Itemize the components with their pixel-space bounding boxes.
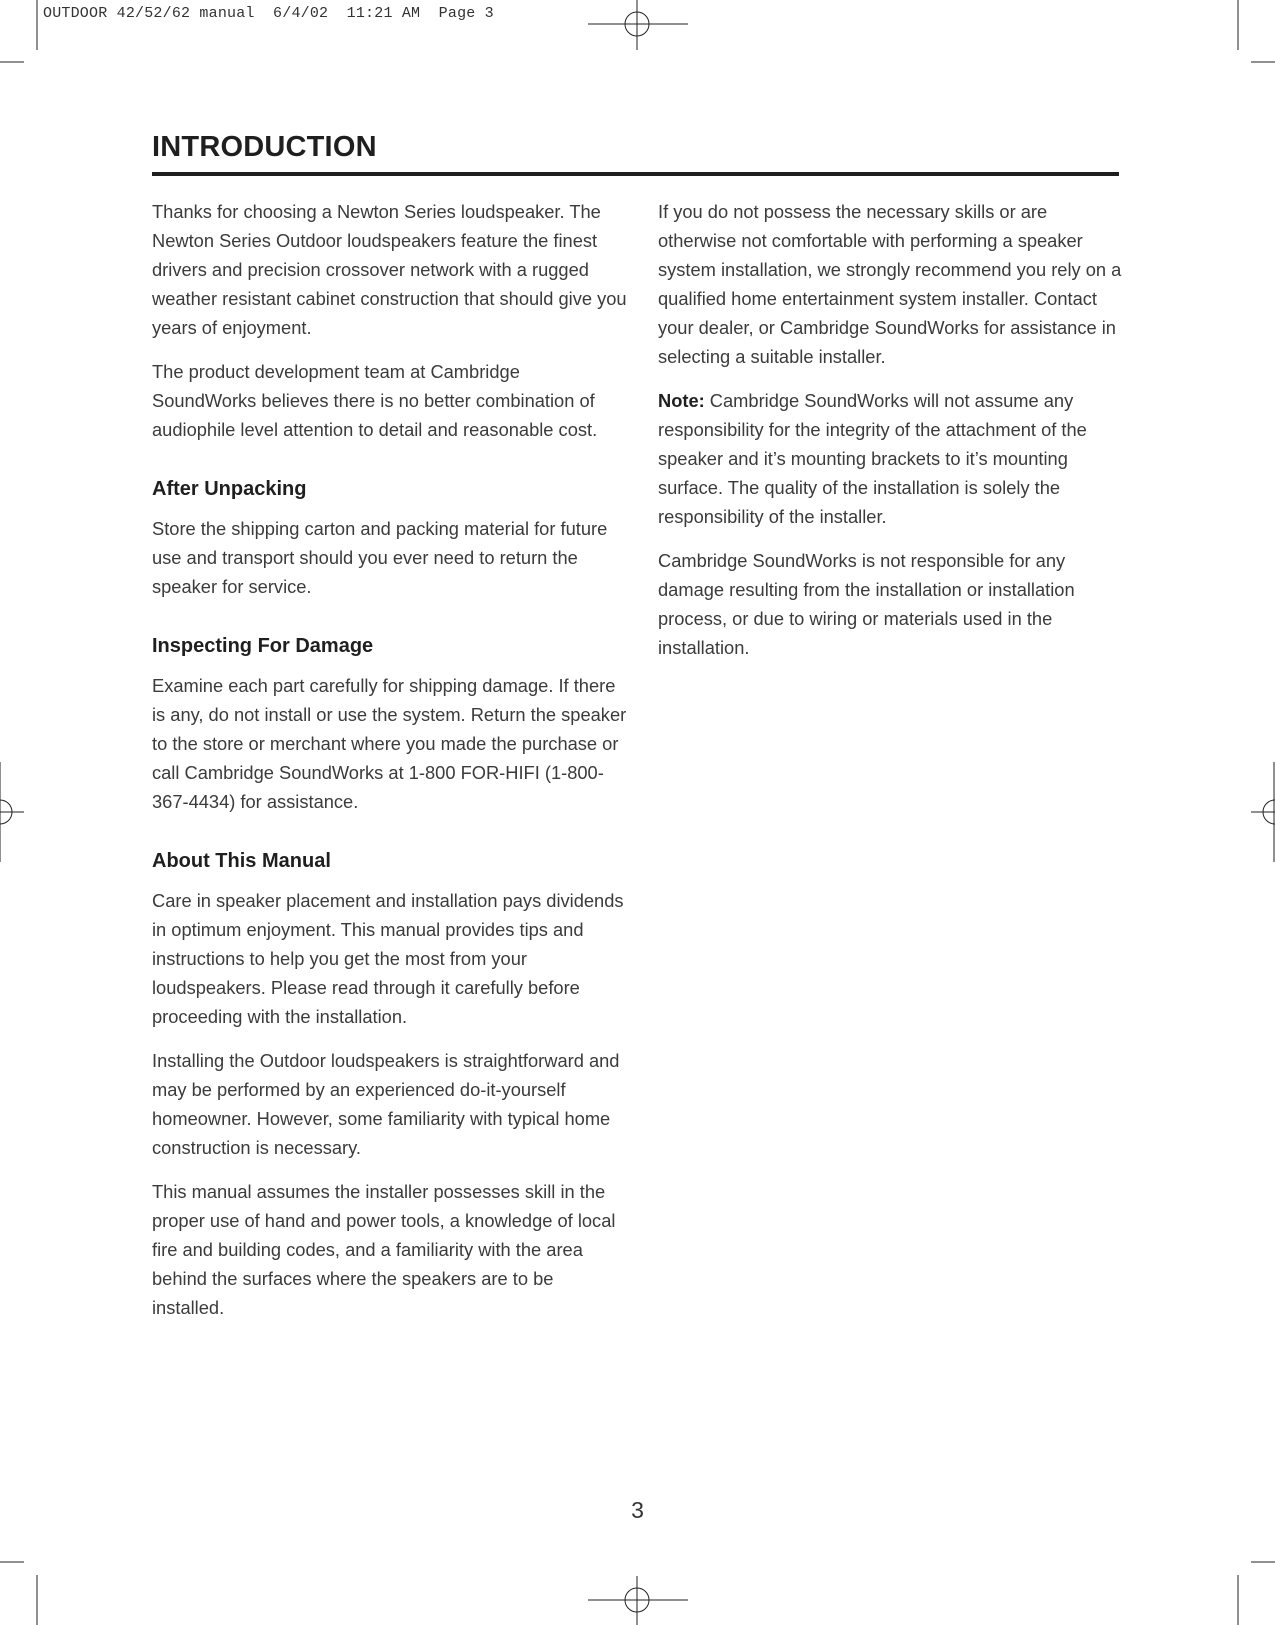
about-manual-paragraph-1: Care in speaker placement and installation pays dividends in optimum enjoyment. This manual provides tips and instructions to help you get the most from your loudspeakers. Please read through it carefully before proceeding with the installation. bbox=[152, 890, 624, 1027]
about-manual-paragraph-2: Installing the Outdoor loudspeakers is straightforward and may be performed by an experienced do-it-yourself homeowner. However, some familiarity with typical home construction is necessary. bbox=[152, 1050, 620, 1158]
liability-paragraph: Cambridge SoundWorks is not responsible for any damage resulting from the installation or installation process, or due to wiring or materials used in the installation. bbox=[658, 550, 1075, 658]
left-column bbox=[152, 197, 628, 1337]
page-title: INTRODUCTION bbox=[152, 131, 377, 163]
registration-mark-right bbox=[1251, 762, 1275, 862]
after-unpacking-heading: After Unpacking bbox=[152, 478, 307, 500]
intro-paragraph-2: The product development team at Cambridge SoundWorks believes there is no better combination of audiophile level attention to detail and reasonable cost. bbox=[152, 361, 598, 440]
note-paragraph bbox=[658, 386, 1128, 531]
page-number: 3 bbox=[631, 1497, 644, 1523]
registration-mark-left bbox=[0, 762, 24, 862]
after-unpacking-paragraph: Store the shipping carton and packing material for future use and transport should you ever need to return the speaker for service. bbox=[152, 518, 608, 597]
note-text: Cambridge SoundWorks will not assume any responsibility for the integrity of the attachment of the speaker and it’s mounting brackets to it’s mounting surface. The quality of the installation is solely the responsibility of the installer. bbox=[658, 390, 1087, 527]
registration-mark-top bbox=[588, 0, 688, 50]
registration-mark-bottom bbox=[588, 1576, 688, 1625]
print-slug: OUTDOOR 42/52/62 manual 6/4/02 11:21 AM Page 3 bbox=[43, 5, 494, 22]
title-rule bbox=[152, 172, 1119, 176]
intro-paragraph-1: Thanks for choosing a Newton Series loudspeaker. The Newton Series Outdoor loudspeakers feature the finest drivers and precision crossover network with a rugged weather resistant cabinet construction that should give you years of enjoyment. bbox=[152, 201, 627, 338]
inspecting-heading: Inspecting For Damage bbox=[152, 635, 374, 657]
right-column bbox=[658, 197, 1128, 677]
note-label: Note: bbox=[658, 390, 705, 411]
about-manual-paragraph-3: This manual assumes the installer possesses skill in the proper use of hand and power tools, a knowledge of local fire and building codes, and a familiarity with the area behind the surfaces where the speakers are to be installed. bbox=[152, 1181, 616, 1318]
inspecting-paragraph: Examine each part carefully for shipping damage. If there is any, do not install or use the system. Return the speaker to the store or merchant where you made the purchase or call Cambridge SoundWorks at 1-800 FOR-HIFI (1-800-367-4434) for assistance. bbox=[152, 675, 627, 812]
skills-paragraph: If you do not possess the necessary skills or are otherwise not comfortable with performing a speaker system installation, we strongly recommend you rely on a qualified home entertainment system installer. Contact your dealer, or Cambridge SoundWorks for assistance in selecting a suitable installer. bbox=[658, 201, 1122, 367]
about-manual-heading: About This Manual bbox=[152, 850, 331, 872]
